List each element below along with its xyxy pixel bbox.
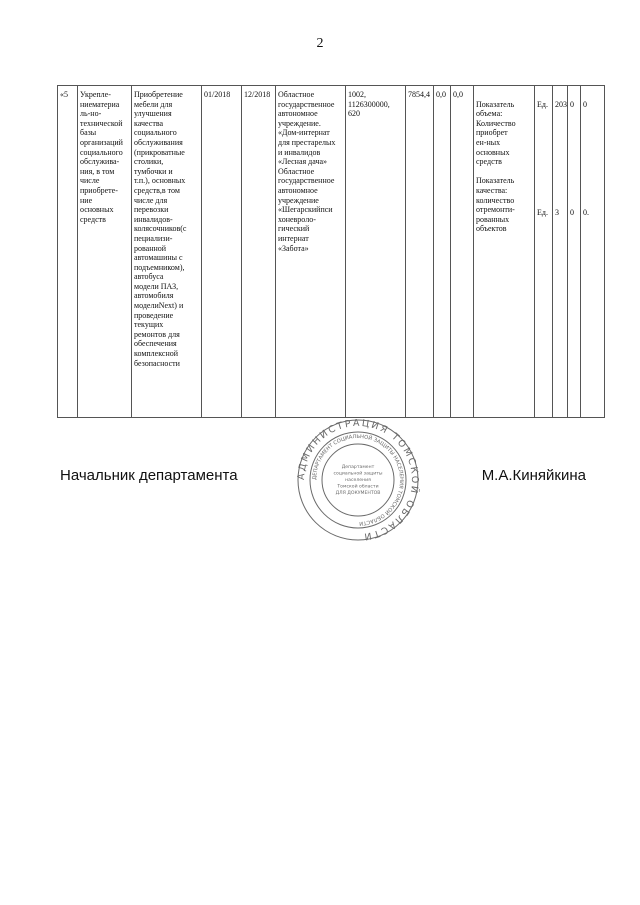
cell-funding-2: 0,0 [451, 86, 474, 418]
cell-values-1 [553, 86, 568, 418]
seal-inner-line: населения [345, 478, 371, 483]
page-number: 2 [316, 36, 324, 51]
cell-activity: Приобретение мебели для улучшения качества социального обслуживания (прикроватные столики, тумбочки и т.п.), основных средств,в том числе для перевозки инвалидов- колясочников(с пециализи- рованной автомашины с подъемником), автобуса модели ПАЗ, автомобиля моделиNext) и проведение текущих ремонтов для обеспечения комплексной безопасности [132, 86, 202, 418]
cell-funding-1: 0,0 [434, 86, 451, 418]
value-2-volume: 0 [570, 99, 574, 109]
cell-values-3 [581, 86, 605, 418]
cell-number: «5 [58, 86, 78, 418]
indicator-volume: Показатель объема: Количество приобрет ен-ных основных средств [476, 99, 516, 167]
cell-task: Укрепле- ниематериа ль-но- технической базы организаций социального обслужива- ния, в том числе приобрете- ние основных средств [78, 86, 132, 418]
value-volume: 203 [555, 99, 567, 109]
signatory-position: Начальник департамента [60, 467, 238, 484]
value-3-volume: 0 [583, 99, 587, 109]
seal-inner-line: социальной защиты [333, 471, 383, 477]
seal-inner-line: Департамент [341, 465, 375, 470]
seal-outer-text: АДМИНИСТРАЦИЯ ТОМСКОЙ ОБЛАСТИ [296, 418, 420, 542]
indicator-quality: Показатель качества: количество отремонти- рованных объектов [476, 176, 515, 234]
seal-inner-line: ДЛЯ ДОКУМЕНТОВ [335, 491, 381, 496]
official-seal [296, 418, 420, 542]
value-quality: 3 [555, 208, 559, 218]
cell-executor: Областное государственное автономное учреждение. «Дом-интернат для престарелых и инвалидов «Лесная дача» Областное государственное автономное учреждение «Шегарскийпси хоневроло- гический интернат «Забота» [276, 86, 346, 418]
unit-volume: Ед. [537, 99, 548, 109]
seal-inner-line: Томской области [337, 484, 379, 490]
program-table [57, 85, 605, 418]
cell-values-2 [568, 86, 581, 418]
cell-budget-codes: 1002, 1126300000, 620 [346, 86, 406, 418]
signatory-name: М.А.Киняйкина [481, 467, 586, 484]
cell-total-funding: 7854,4 [406, 86, 434, 418]
cell-end-date: 12/2018 [242, 86, 276, 418]
table-row [58, 86, 605, 418]
cell-indicators [474, 86, 535, 418]
seal-middle-text: ДЕПАРТАМЕНТ СОЦИАЛЬНОЙ ЗАЩИТЫ НАСЕЛЕНИЯ ТОМСКОЙ ОБЛАСТИ [311, 433, 405, 527]
cell-start-date: 01/2018 [202, 86, 242, 418]
seal-inner-text [333, 464, 382, 496]
value-2-quality: 0 [570, 208, 574, 218]
cell-units [535, 86, 553, 418]
value-3-quality: 0. [583, 208, 589, 218]
unit-quality: Ед. [537, 208, 548, 218]
